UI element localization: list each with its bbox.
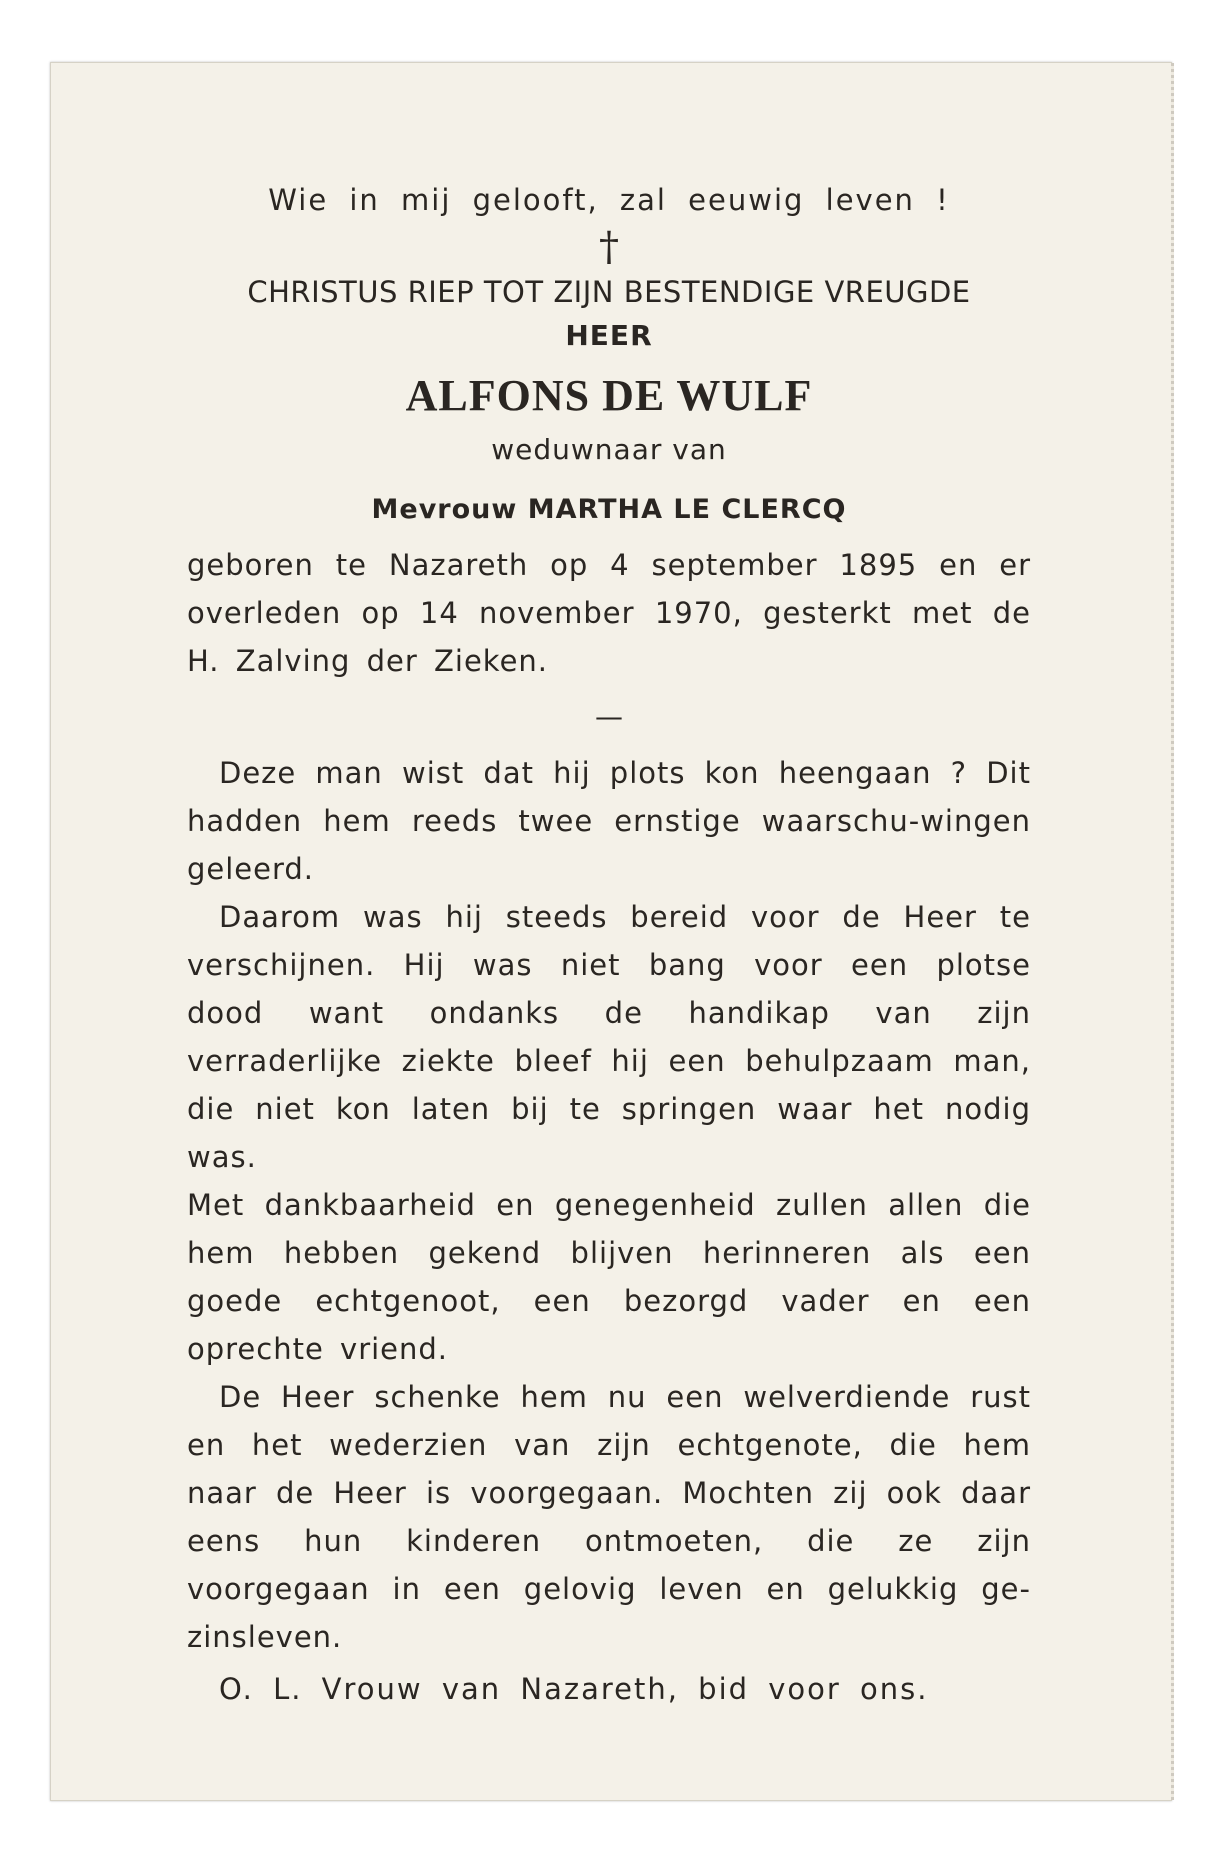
separator: —: [595, 700, 623, 733]
card-content: [187, 183, 1031, 1713]
paragraph-3: Met dankbaarheid en genegenheid zullen allen die hem hebben gekend blijven herinneren als een goede echtgenoot, een bezorgd vader en een oprechte vriend.: [187, 1188, 1031, 1366]
announcement: CHRISTUS RIEP TOT ZIJN BESTENDIGE VREUGDE: [247, 275, 971, 309]
widower-of: weduwnaar van: [491, 433, 727, 466]
spouse-name: Mevrouw MARTHA LE CLERCQ: [371, 494, 847, 525]
cross-icon: †: [599, 224, 619, 270]
deceased-name: ALFONS DE WULF: [405, 371, 813, 420]
memorial-card: [50, 62, 1172, 1801]
closing-prayer: O. L. Vrouw van Nazareth, bid voor ons.: [219, 1672, 929, 1706]
paragraph-1: Deze man wist dat hij plots kon heengaan ? Dit hadden hem reeds twee ernstige waarschu-wingen geleerd.: [187, 756, 1031, 886]
birth-death-text: geboren te Nazareth op 4 september 1895 en er overleden op 14 november 1970, gesterkt met de H. Zalving der Zieken.: [187, 548, 1031, 678]
paragraph-4: De Heer schenke hem nu een welverdiende rust en het wederzien van zijn echtgenote, die hem naar de Heer is voorgegaan. Mochten zij ook daar eens hun kinderen ontmoeten, die ze zijn voorgegaan in een gelovig leven en gelukkig ge-zinsleven.: [187, 1380, 1031, 1654]
card-deckled-edge: [1171, 63, 1174, 1800]
title-heer: HEER: [565, 319, 653, 352]
paragraph-2: Daarom was hij steeds bereid voor de Heer te verschijnen. Hij was niet bang voor een plotse dood want ondanks de handikap van zijn verraderlijke ziekte bleef hij een behulpzaam man, die niet kon laten bij te springen waar het nodig was.: [187, 900, 1031, 1174]
motto: Wie in mij gelooft, zal eeuwig leven !: [268, 183, 950, 217]
